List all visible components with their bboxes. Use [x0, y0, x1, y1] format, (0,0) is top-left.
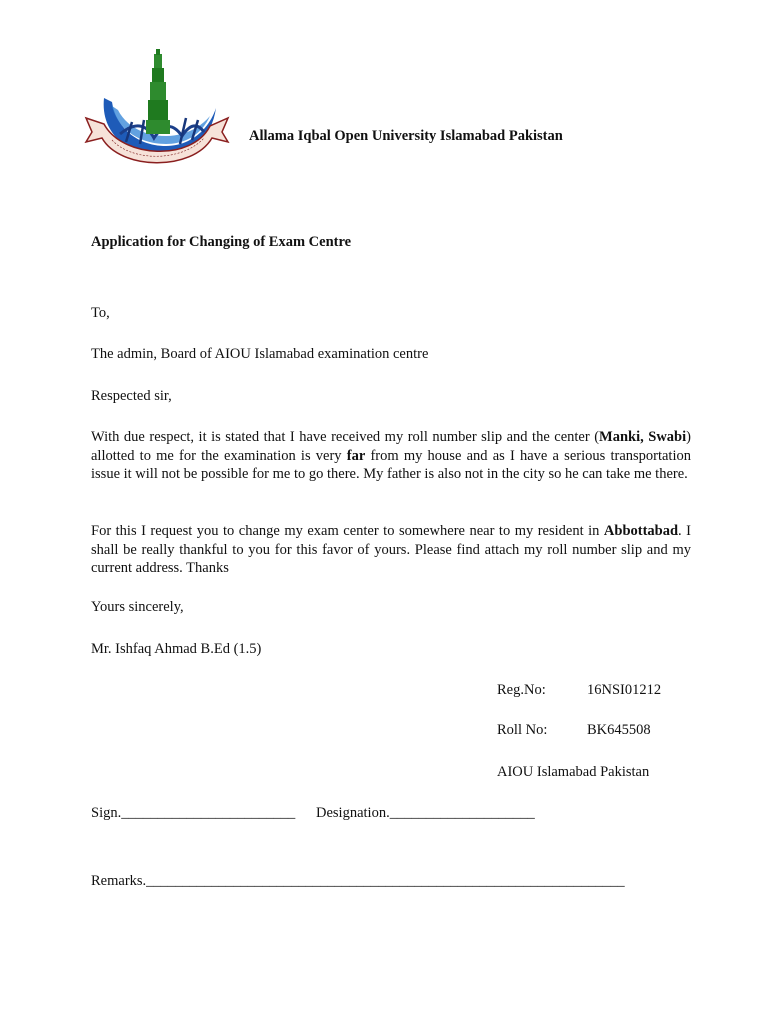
letter-closing: Yours sincerely,: [91, 599, 184, 615]
letter-paragraph-1: [91, 428, 691, 484]
letter-to: To,: [91, 305, 110, 321]
emphasis-far: far: [346, 447, 366, 464]
para1-text-2: ) allotted to me for the examination is very: [91, 429, 691, 464]
designation-line: Designation.____________________: [316, 805, 535, 821]
sender-address: AIOU Islamabad Pakistan: [497, 764, 650, 780]
reg-no-value: 16NSI01212: [587, 682, 662, 698]
roll-no-label: Roll No:: [497, 722, 548, 738]
sign-line: Sign.________________________: [91, 805, 296, 821]
signature-name: Mr. Ishfaq Ahmad B.Ed (1.5): [91, 641, 262, 657]
para2-text-1: For this I request you to change my exam center to somewhere near to my resident in: [91, 523, 604, 539]
para1-text-1: With due respect, it is stated that I have received my roll number slip and the center (: [91, 429, 600, 445]
requested-city: Abbottabad: [603, 523, 679, 539]
university-name: Allama Iqbal Open University Islamabad Pakistan: [249, 128, 563, 144]
para2-text-2: . I shall be really thankful to you for this favor of yours. Please find attach my roll number slip and my current address. Thanks: [91, 523, 691, 576]
remarks-line: Remarks.__________________________________________________________________: [91, 873, 625, 889]
letter-subject: Application for Changing of Exam Centre: [91, 234, 352, 250]
para1-text-3: from my house and as I have a serious transportation issue it will not be possible for me to go there. My father is also not in the city so he can take me there.: [91, 447, 691, 482]
letter-salutation: Respected sir,: [91, 388, 172, 404]
letter-paragraph-2: [91, 522, 691, 578]
roll-no-value: BK645508: [587, 722, 651, 738]
exam-centre-location: Manki, Swabi: [599, 429, 687, 445]
letter-recipient: The admin, Board of AIOU Islamabad examination centre: [91, 346, 429, 362]
reg-no-label: Reg.No:: [497, 682, 546, 698]
university-logo: [82, 46, 232, 182]
